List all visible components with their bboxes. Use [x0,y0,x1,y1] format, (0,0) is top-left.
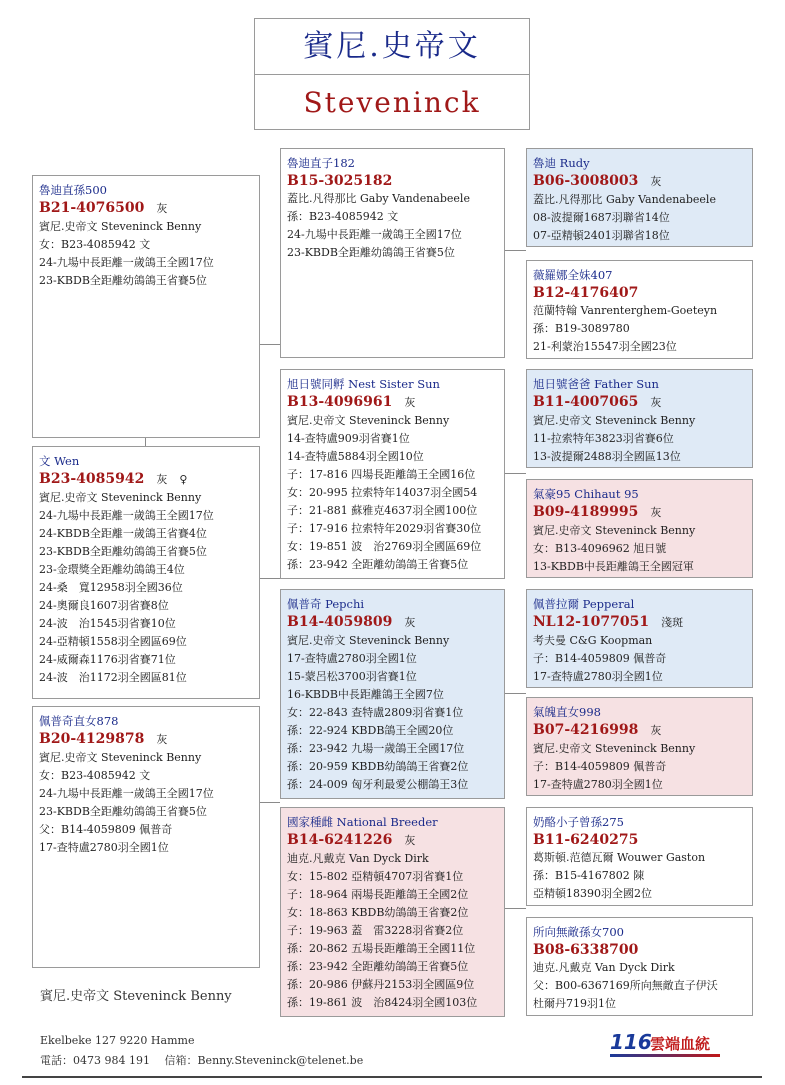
info-line: 24-九場中長距離一歲鴿王全國17位 [39,509,214,522]
breeder: 賓尼.史帝文 Steveninck Benny [287,414,450,427]
info-line: 孫：20-959 KBDB幼鴿鴿王省賽2位 [287,760,469,773]
info-line: 女：B13-4096962 旭日號 [533,542,667,555]
ring-number: B21-4076500 灰 [39,200,168,216]
info-line: 24-九場中長距離一歲鴿王全國17位 [287,228,462,241]
breeder: 賓尼.史帝文 Steveninck Benny [533,742,696,755]
info-line: 父：B14-4059809 佩普奇 [39,823,173,836]
plumage-color: 灰 [156,202,168,215]
breeder: 蓋比.凡得那比 Gaby Vandenabeele [287,192,470,205]
ring-number: B14-6241226 灰 [287,832,416,848]
logo-text: 雲端血統 [650,1035,711,1053]
breeder: 賓尼.史帝文 Steveninck Benny [39,751,202,764]
ring-number: B09-4189995 灰 [533,504,662,520]
connector-line [259,802,280,803]
title-english: Steveninck [303,86,481,119]
logo-number: 116 [610,1030,652,1054]
info-line: 子：B14-4059809 佩普奇 [533,760,667,773]
info-line: 孫：B15-4167802 陳 [533,869,645,882]
info-line: 15-蒙呂松3700羽省賽1位 [287,670,417,683]
breeder: 考夫曼 C&G Koopman [533,634,653,647]
plumage-color: 灰 [650,175,662,188]
info-line: 亞精頓18390羽全國2位 [533,887,652,900]
info-line: 子：19-963 蓋 雷3228羽省賽2位 [287,924,464,937]
plumage-color: 灰 [156,733,168,746]
pigeon-card-ddd[interactable] [526,917,753,1016]
ring-number: B12-4176407 [533,285,639,301]
breeder: 迪克.凡戴克 Van Dyck Dirk [533,961,675,974]
ring-number: B14-4059809 灰 [287,614,416,630]
breeder: 范蘭特翰 Vanrenterghem-Goeteyn [533,304,718,317]
plumage-color: 灰 [650,724,662,737]
info-line: 24-波 治1172羽全國區81位 [39,671,187,684]
info-line: 17-查特盧2780羽全國1位 [287,652,417,665]
pigeon-name: 佩普奇直女878 [39,714,119,728]
pigeon-name: 奶酪小子曾孫275 [533,815,624,829]
pigeon-card-dam-sire[interactable] [280,589,505,799]
connector-line [505,250,526,251]
owner-name: 賓尼.史帝文 Steveninck Benny [40,989,232,1004]
breeder: 葛斯頓.范德瓦爾 Wouwer Gaston [533,851,706,864]
info-line: 孫：B19-3089780 [533,322,630,335]
connector-line [505,908,526,909]
pigeon-name: 佩普拉爾 Pepperal [533,597,635,611]
ring-number: B06-3008003 灰 [533,173,662,189]
info-line: 孫：20-986 伊蘇丹2153羽全國區9位 [287,978,475,991]
ring-number: B15-3025182 [287,173,393,189]
pigeon-name: 佩普奇 Pepchi [287,597,365,611]
pedigree-title [254,18,530,130]
ring-number: NL12-1077051 淺斑 [533,614,684,630]
owner-contact: 電話：0473 984 191 信箱：Benny.Steveninck@telenet.be [40,1054,364,1067]
pigeon-card-dsd[interactable] [526,697,753,796]
info-line: 08-波提爾1687羽聯省14位 [533,211,670,224]
info-line: 孫：20-862 五場長距離鴿王全國11位 [287,942,476,955]
sex-symbol: ♀ [179,473,188,486]
connector-line [505,473,526,474]
connector-line [259,578,280,579]
connector-line [145,438,146,446]
ring-number: B11-4007065 灰 [533,394,662,410]
info-line: 23-KBDB全距離幼鴿鴿王省賽5位 [287,246,455,259]
pigeon-name: 薇羅娜全妹407 [533,268,613,282]
pigeon-card-sss[interactable] [526,148,753,247]
pigeon-card-dss[interactable] [526,589,753,688]
pigeon-card-sire[interactable] [32,175,260,438]
info-line: 子：21-881 蘇雅克4637羽全國100位 [287,504,478,517]
pigeon-name: 旭日號同孵 Nest Sister Sun [287,377,440,391]
info-line: 24-奧爾良1607羽省賽8位 [39,599,169,612]
ring-number: B07-4216998 灰 [533,722,662,738]
info-line: 23-KBDB全距離幼鴿鴿王省賽5位 [39,805,207,818]
brand-logo[interactable] [610,1030,730,1058]
pigeon-card-dam-dam[interactable] [280,807,505,1017]
breeder: 賓尼.史帝文 Steveninck Benny [287,634,450,647]
info-line: 23-KBDB全距離幼鴿鴿王省賽5位 [39,545,207,558]
pigeon-card-dds[interactable] [526,807,753,906]
info-line: 孫：23-942 全距離幼鴿鴿王省賽5位 [287,558,469,571]
info-line: 父：B00-6367169所向無敵直子伊沃 [533,979,718,992]
info-line: 23-金環獎全距離幼鴿鴿王4位 [39,563,185,576]
pigeon-name: 魯迪 Rudy [533,156,590,170]
connector-line [505,693,526,694]
info-line: 13-波提爾2488羽全國區13位 [533,450,681,463]
info-line: 女：B23-4085942 文 [39,769,151,782]
plumage-color: 灰 [404,616,416,629]
info-line: 17-查特盧2780羽全國1位 [39,841,169,854]
pigeon-card-sire-dam[interactable] [280,369,505,579]
ring-number: B13-4096961 灰 [287,394,416,410]
connector-line [259,344,280,345]
info-line: 16-KBDB中長距離鴿王全國7位 [287,688,444,701]
info-line: 孫：23-942 全距離幼鴿鴿王省賽5位 [287,960,469,973]
info-line: 07-亞精頓2401羽聯省18位 [533,229,670,242]
info-line: 24-桑 寬12958羽全國36位 [39,581,183,594]
info-line: 14-查特盧909羽省賽1位 [287,432,410,445]
logo-underline [610,1054,720,1057]
pigeon-card-sire-sire[interactable] [280,148,505,358]
pigeon-name: 魯迪直子182 [287,156,355,170]
breeder: 迪克.凡戴克 Van Dyck Dirk [287,852,429,865]
info-line: 孫：24-009 匈牙利最愛公棚鴿王3位 [287,778,469,791]
breeder: 賓尼.史帝文 Steveninck Benny [39,220,202,233]
info-line: 女：20-995 拉索特年14037羽全國54 [287,486,478,499]
ring-number: B11-6240275 [533,832,639,848]
info-line: 子：18-964 兩場長距離鴿王全國2位 [287,888,469,901]
info-line: 孫：19-861 波 治8424羽全國103位 [287,996,478,1009]
breeder: 賓尼.史帝文 Steveninck Benny [533,414,696,427]
info-line: 杜爾丹719羽1位 [533,997,616,1010]
plumage-color: 灰 [404,396,416,409]
info-line: 女：B23-4085942 文 [39,238,151,251]
info-line: 孫：23-942 九場一歲鴿王全國17位 [287,742,465,755]
breeder: 蓋比.凡得那比 Gaby Vandenabeele [533,193,716,206]
plumage-color: 淺斑 [661,616,684,629]
info-line: 24-亞精頓1558羽全國區69位 [39,635,187,648]
info-line: 子：B14-4059809 佩普奇 [533,652,667,665]
info-line: 17-查特盧2780羽全國1位 [533,778,663,791]
info-line: 13-KBDB中長距離鴿王全國冠軍 [533,560,694,573]
plumage-color: 灰 [156,473,168,486]
info-line: 23-KBDB全距離幼鴿鴿王省賽5位 [39,274,207,287]
breeder: 賓尼.史帝文 Steveninck Benny [533,524,696,537]
pigeon-card-sibling[interactable] [32,706,260,968]
pigeon-name: 氣豪95 Chihaut 95 [533,487,639,501]
bottom-divider [22,1076,762,1078]
pigeon-name: 國家種雌 National Breeder [287,815,438,829]
plumage-color: 灰 [404,834,416,847]
pigeon-name: 旭日號爸爸 Father Sun [533,377,659,391]
info-line: 孫：22-924 KBDB鴿王全國20位 [287,724,454,737]
info-line: 孫：B23-4085942 文 [287,210,399,223]
info-line: 14-查特盧5884羽全國10位 [287,450,424,463]
pigeon-card-dam[interactable] [32,446,260,699]
info-line: 21-利蒙治15547羽全國23位 [533,340,677,353]
pigeon-card-ssd[interactable] [526,260,753,359]
breeder: 賓尼.史帝文 Steveninck Benny [39,491,202,504]
info-line: 女：18-863 KBDB幼鴿鴿王省賽2位 [287,906,469,919]
info-line: 子：17-916 拉索特年2029羽省賽30位 [287,522,482,535]
info-line: 子：17-816 四場長距離鴿王全國16位 [287,468,476,481]
info-line: 24-九場中長距離一歲鴿王全國17位 [39,787,214,800]
info-line: 24-九場中長距離一歲鴿王全國17位 [39,256,214,269]
pigeon-card-sds[interactable] [526,369,753,468]
info-line: 24-威爾森1176羽省賽71位 [39,653,176,666]
pigeon-name: 氣魄直女998 [533,705,601,719]
pigeon-card-sdd[interactable] [526,479,753,578]
ring-number: B08-6338700 [533,942,639,958]
title-chinese: 賓尼.史帝文 [255,19,529,75]
pigeon-name: 所向無敵孫女700 [533,925,624,939]
info-line: 女：15-802 亞精頓4707羽省賽1位 [287,870,464,883]
owner-address: Ekelbeke 127 9220 Hamme [40,1034,195,1047]
info-line: 11-拉索特年3823羽省賽6位 [533,432,674,445]
plumage-color: 灰 [650,506,662,519]
info-line: 24-波 治1545羽省賽10位 [39,617,176,630]
plumage-color: 灰 [650,396,662,409]
info-line: 女：22-843 查特盧2809羽省賽1位 [287,706,464,719]
info-line: 17-查特盧2780羽全國1位 [533,670,663,683]
info-line: 24-KBDB全距離一歲鴿王省賽4位 [39,527,207,540]
pigeon-name: 文 Wen [39,454,80,468]
info-line: 女：19-851 波 治2769羽全國區69位 [287,540,482,553]
ring-number: B23-4085942 灰 ♀ [39,471,188,487]
ring-number: B20-4129878 灰 [39,731,168,747]
pigeon-name: 魯迪直孫500 [39,183,107,197]
